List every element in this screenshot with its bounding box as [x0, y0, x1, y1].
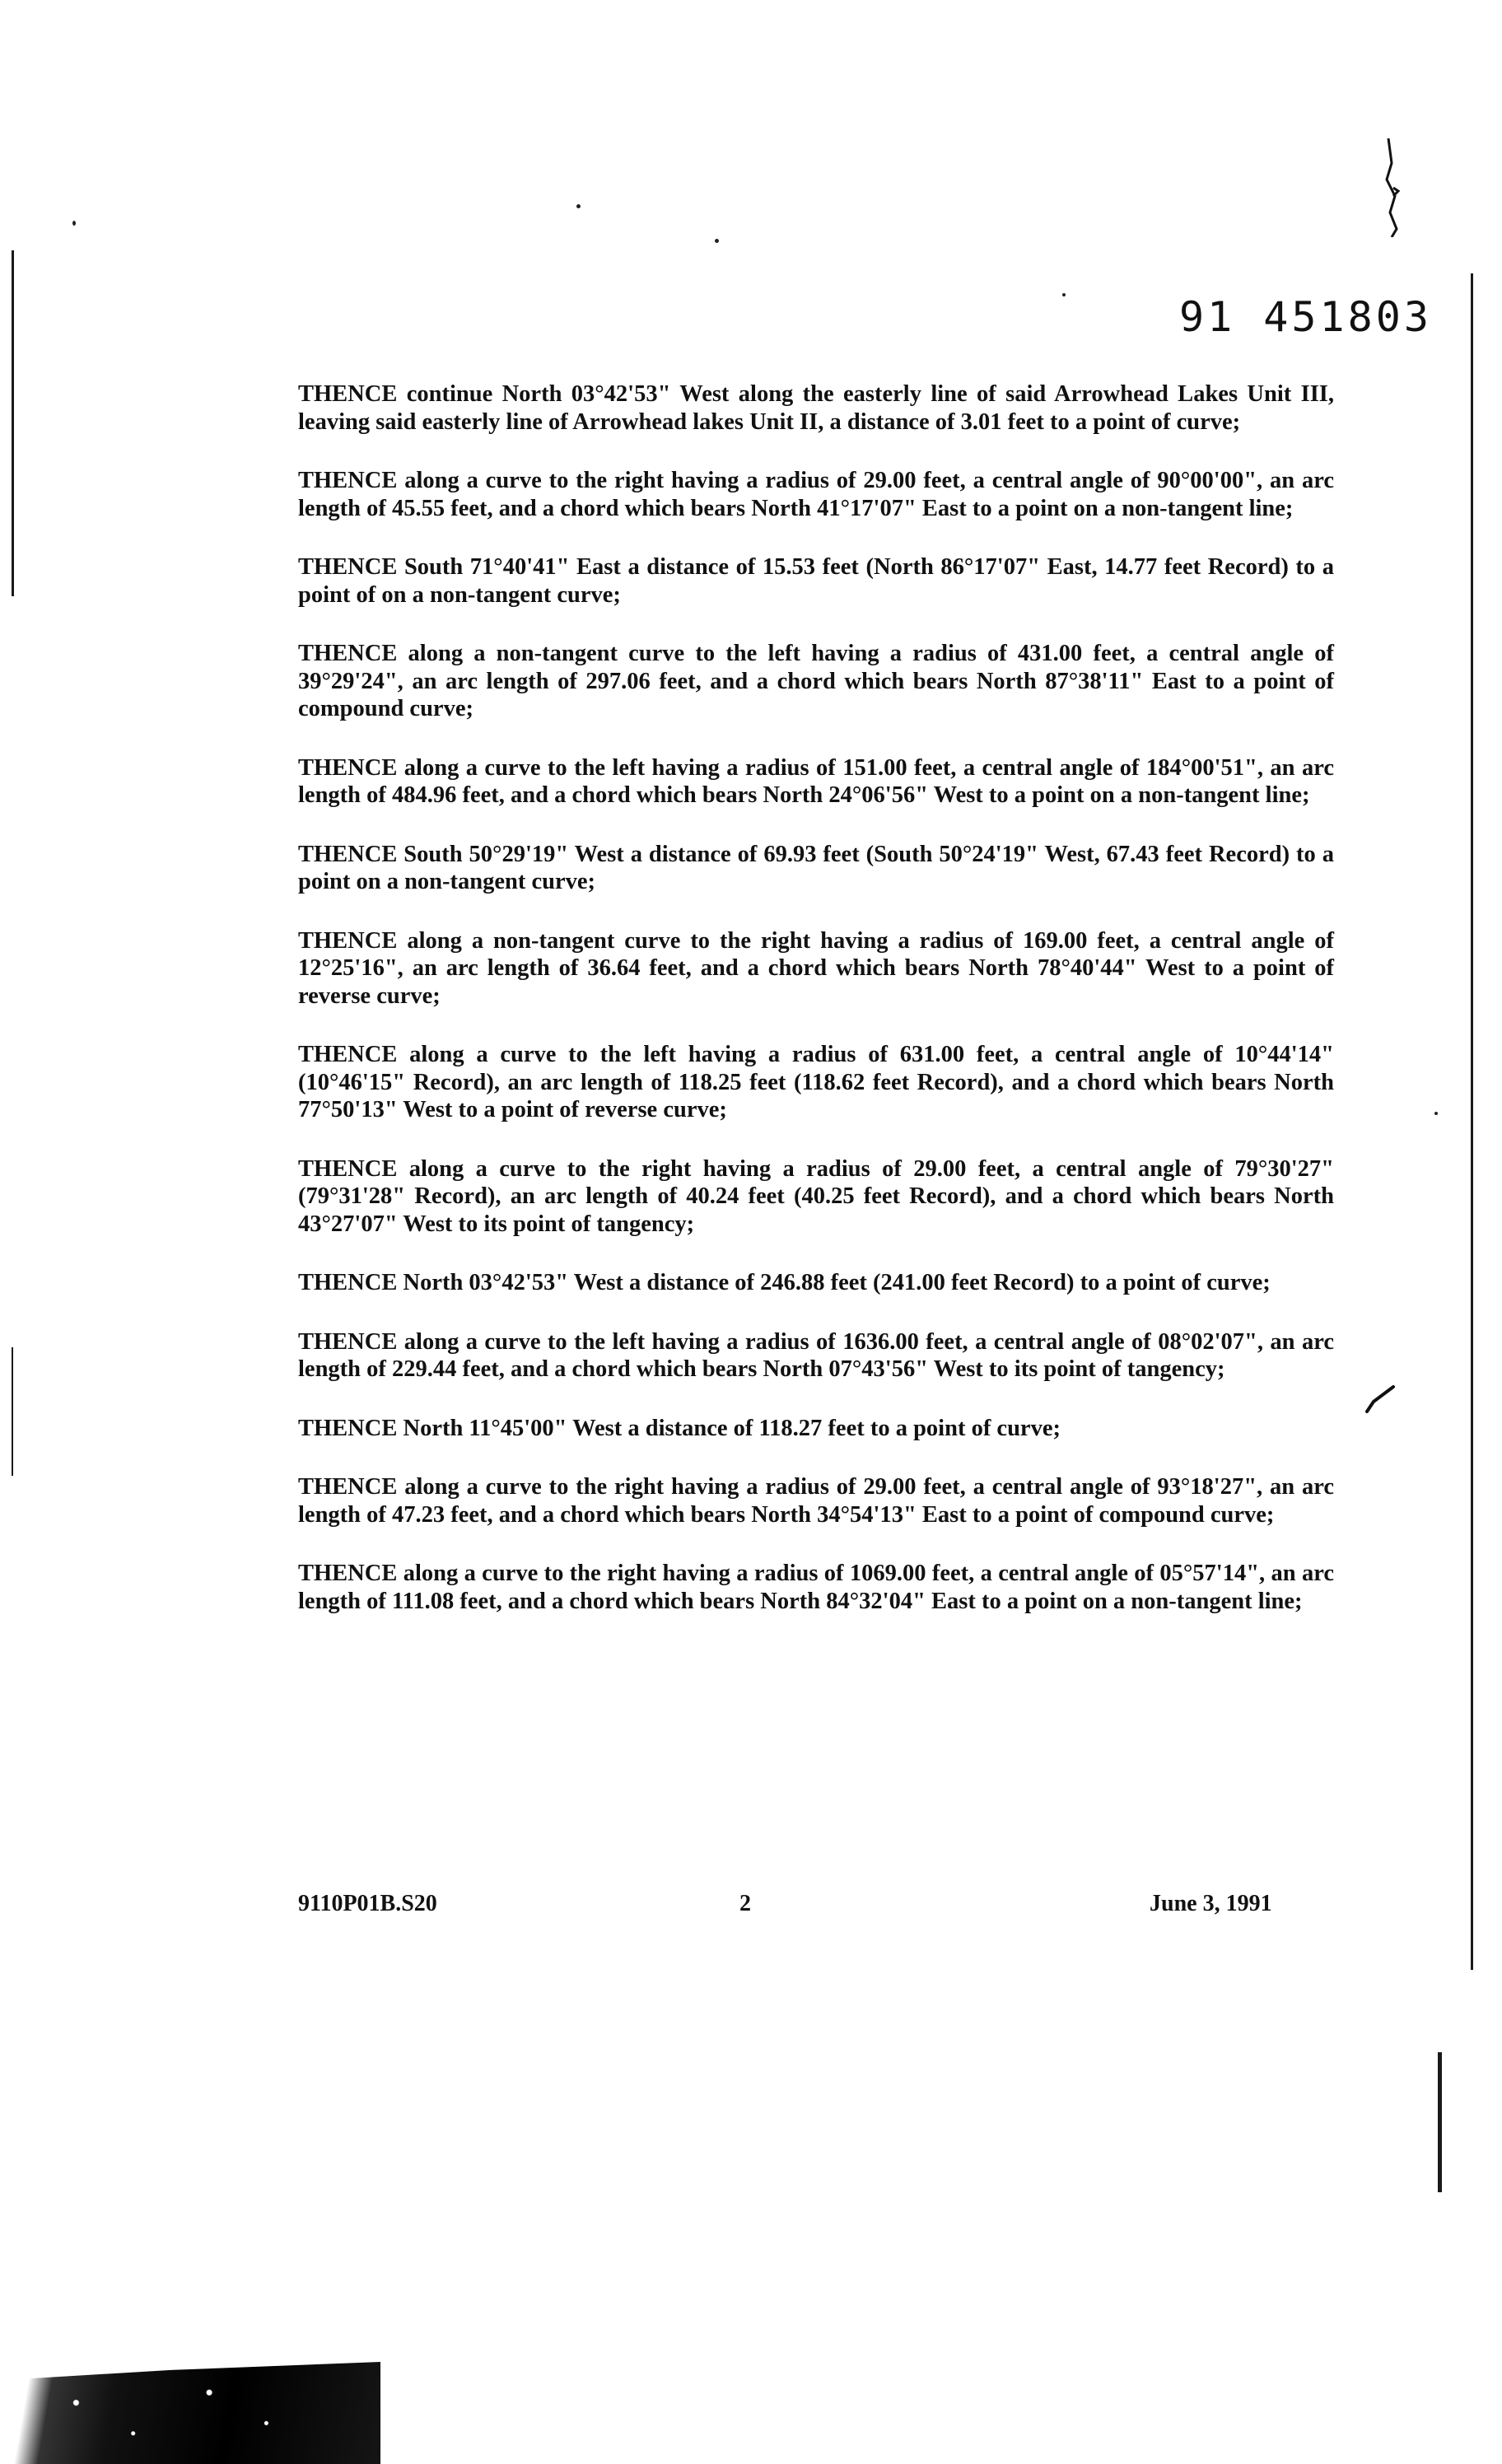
description-paragraph: THENCE continue North 03°42'53" West along the easterly line of said Arrowhead Lakes Unit III, leaving said easterly line of Arrowhead lakes Unit II, a distance of 3.01 feet to a point of curve;	[298, 381, 1334, 435]
margin-scribble-icon	[1383, 138, 1402, 237]
description-paragraph: THENCE along a curve to the left having a radius of 1636.00 feet, a central angle of 08°02'07", an arc length of 229.44 feet, and a chord which bears North 07°43'56" West to its point of tangency;	[298, 1328, 1334, 1382]
description-paragraph: THENCE along a curve to the right having a radius of 1069.00 feet, a central angle of 05°57'14", an arc length of 111.08 feet, and a chord which bears North 84°32'04" East to a point on a non-tangent line;	[298, 1561, 1334, 1614]
description-paragraph: THENCE along a curve to the left having a radius of 631.00 feet, a central angle of 10°44'14" (10°46'15" Record), an arc length of 118.25 feet (118.62 feet Record), and a chord which bears North 77°50'13" West to a point of reverse curve;	[298, 1042, 1334, 1122]
scan-speck	[576, 204, 581, 208]
scan-speck	[1434, 1112, 1438, 1115]
description-paragraph: THENCE along a non-tangent curve to the left having a radius of 431.00 feet, a central angle of 39°29'24", an arc length of 297.06 feet, and a chord which bears North 87°38'11" East to a point of compound curve;	[298, 641, 1334, 721]
description-paragraph: THENCE along a curve to the right having a radius of 29.00 feet, a central angle of 93°18'27", an arc length of 47.23 feet, and a chord which bears North 34°54'13" East to a point of compound curve;	[298, 1474, 1334, 1528]
footer-file-code: 9110P01B.S20	[298, 1891, 437, 1916]
scan-speck	[1062, 293, 1066, 296]
scan-edge-line-right	[1471, 273, 1473, 1970]
check-tick-icon	[1364, 1384, 1397, 1416]
description-paragraph: THENCE along a curve to the right having a radius of 29.00 feet, a central angle of 79°30'27" (79°31'28" Record), an arc length of 40.24 feet (40.25 feet Record), and a chord which bears North 43°27'07" West to its point of tangency;	[298, 1155, 1334, 1237]
description-paragraph: THENCE South 50°29'19" West a distance of 69.93 feet (South 50°24'19" West, 67.43 feet Record) to a point on a non-tangent curve;	[298, 841, 1334, 894]
legal-description-body	[298, 380, 1334, 1646]
document-number: 91 451803	[1179, 293, 1432, 341]
scan-edge-line-left-mid	[12, 1347, 13, 1476]
footer-date: June 3, 1991	[1150, 1891, 1272, 1916]
scan-edge-line-left-top	[12, 250, 14, 596]
description-paragraph: THENCE along a curve to the left having a radius of 151.00 feet, a central angle of 184°00'51", an arc length of 484.96 feet, and a chord which bears North 24°06'56" West to a point on a non-tangent line;	[298, 754, 1334, 808]
footer-page-number: 2	[739, 1891, 751, 1916]
description-paragraph: THENCE South 71°40'41" East a distance of 15.53 feet (North 86°17'07" East, 14.77 feet Record) to a point of on a non-tangent curve;	[298, 554, 1334, 608]
scan-speck	[72, 221, 76, 226]
scan-corner-blot	[0, 2362, 380, 2464]
description-paragraph: THENCE along a curve to the right having a radius of 29.00 feet, a central angle of 90°00'00", an arc length of 45.55 feet, and a chord which bears North 41°17'07" East to a point on a non-tangent line;	[298, 468, 1334, 521]
scan-edge-line-right-bottom	[1438, 2052, 1442, 2192]
scan-speck	[715, 239, 719, 243]
description-paragraph: THENCE North 11°45'00" West a distance of 118.27 feet to a point of curve;	[298, 1415, 1061, 1441]
description-paragraph: THENCE along a non-tangent curve to the right having a radius of 169.00 feet, a central angle of 12°25'16", an arc length of 36.64 feet, and a chord which bears North 78°40'44" West to a point of reverse curve;	[298, 927, 1334, 1009]
description-paragraph: THENCE North 03°42'53" West a distance of 246.88 feet (241.00 feet Record) to a point of curve;	[298, 1270, 1271, 1295]
